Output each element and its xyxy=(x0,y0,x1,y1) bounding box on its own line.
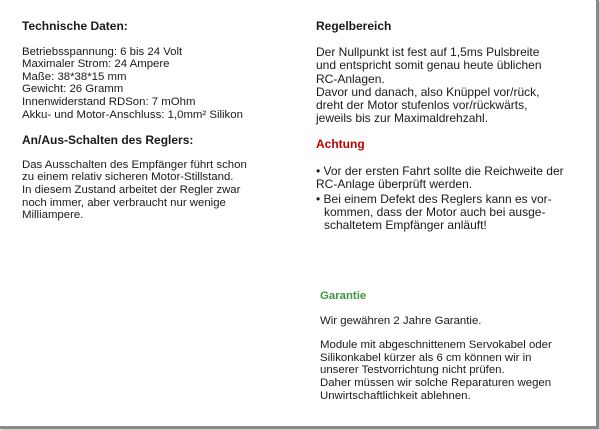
guarantee-intro: Wir gewähren 2 Jahre Garantie. xyxy=(320,314,482,327)
attention-line: kommen, dass der Motor auch bei ausge- xyxy=(324,205,546,220)
tech-data-line: Maße: 38*38*15 mm xyxy=(22,70,127,83)
range-line: jeweils bis zur Maximaldrehzahl. xyxy=(316,111,489,126)
attention-list xyxy=(316,165,588,233)
guarantee-line: unserer Testvorrichtung nicht prüfen. xyxy=(320,364,505,377)
range-text xyxy=(316,46,588,125)
range-heading: Regelbereich xyxy=(316,19,392,33)
guarantee-line: Unwirtschaftlichkeit ablehnen. xyxy=(320,389,471,402)
tech-data-line: Gewicht: 26 Gramm xyxy=(22,83,124,96)
switch-text xyxy=(22,159,284,222)
switch-line: Milliampere. xyxy=(22,209,84,222)
switch-line: In diesem Zustand arbeitet der Regler zwar xyxy=(22,183,241,196)
attention-item xyxy=(316,193,588,233)
range-line: und entspricht somit genau heute üblichen xyxy=(316,58,542,73)
attention-line: • Bei einem Defekt des Reglers kann es vor- xyxy=(316,192,552,207)
switch-line: noch immer, aber verbraucht nur wenige xyxy=(22,196,226,209)
guarantee-line: Silikonkabel kürzer als 6 cm können wir in xyxy=(320,351,532,364)
guarantee-line: Daher müssen wir solche Reparaturen wegen xyxy=(320,376,552,389)
tech-data-line: Betriebsspannung: 6 bis 24 Volt xyxy=(22,45,183,58)
range-line: RC-Anlagen. xyxy=(316,71,385,86)
guarantee-heading: Garantie xyxy=(320,290,367,302)
tech-data-list xyxy=(22,46,284,122)
range-line: dreht der Motor stufenlos vor/rückwärts, xyxy=(316,98,528,113)
range-line: Der Nullpunkt ist fest auf 1,5ms Pulsbreite xyxy=(316,45,540,60)
switch-heading: An/Aus-Schalten des Reglers: xyxy=(22,133,194,148)
attention-item xyxy=(316,165,588,191)
switch-line: Das Ausschalten des Empfänger führt schon xyxy=(22,158,247,171)
guarantee-line: Module mit abgeschnittenem Servokabel oder xyxy=(320,339,552,352)
tech-data-line: Innenwiderstand RDSon: 7 mOhm xyxy=(22,95,196,108)
attention-line: • Vor der ersten Fahrt sollte die Reichweite der xyxy=(316,163,564,178)
range-line: Davor und danach, also Knüppel vor/rück, xyxy=(316,84,540,99)
guarantee-text xyxy=(320,339,590,402)
attention-heading: Achtung xyxy=(316,137,365,152)
guarantee-section xyxy=(320,290,590,402)
right-column xyxy=(316,20,588,235)
attention-line: schaltetem Empfänger anläuft! xyxy=(324,218,487,233)
tech-data-line: Maximaler Strom: 24 Ampere xyxy=(22,58,170,71)
tech-data-line: Akku- und Motor-Anschluss: 1,0mm² Silikon xyxy=(22,108,243,121)
tech-data-heading: Technische Daten: xyxy=(22,19,128,33)
switch-line: zu einem relativ sicheren Motor-Stillstand. xyxy=(22,171,234,184)
left-column xyxy=(22,20,284,222)
attention-line: RC-Anlage überprüft werden. xyxy=(316,176,473,191)
